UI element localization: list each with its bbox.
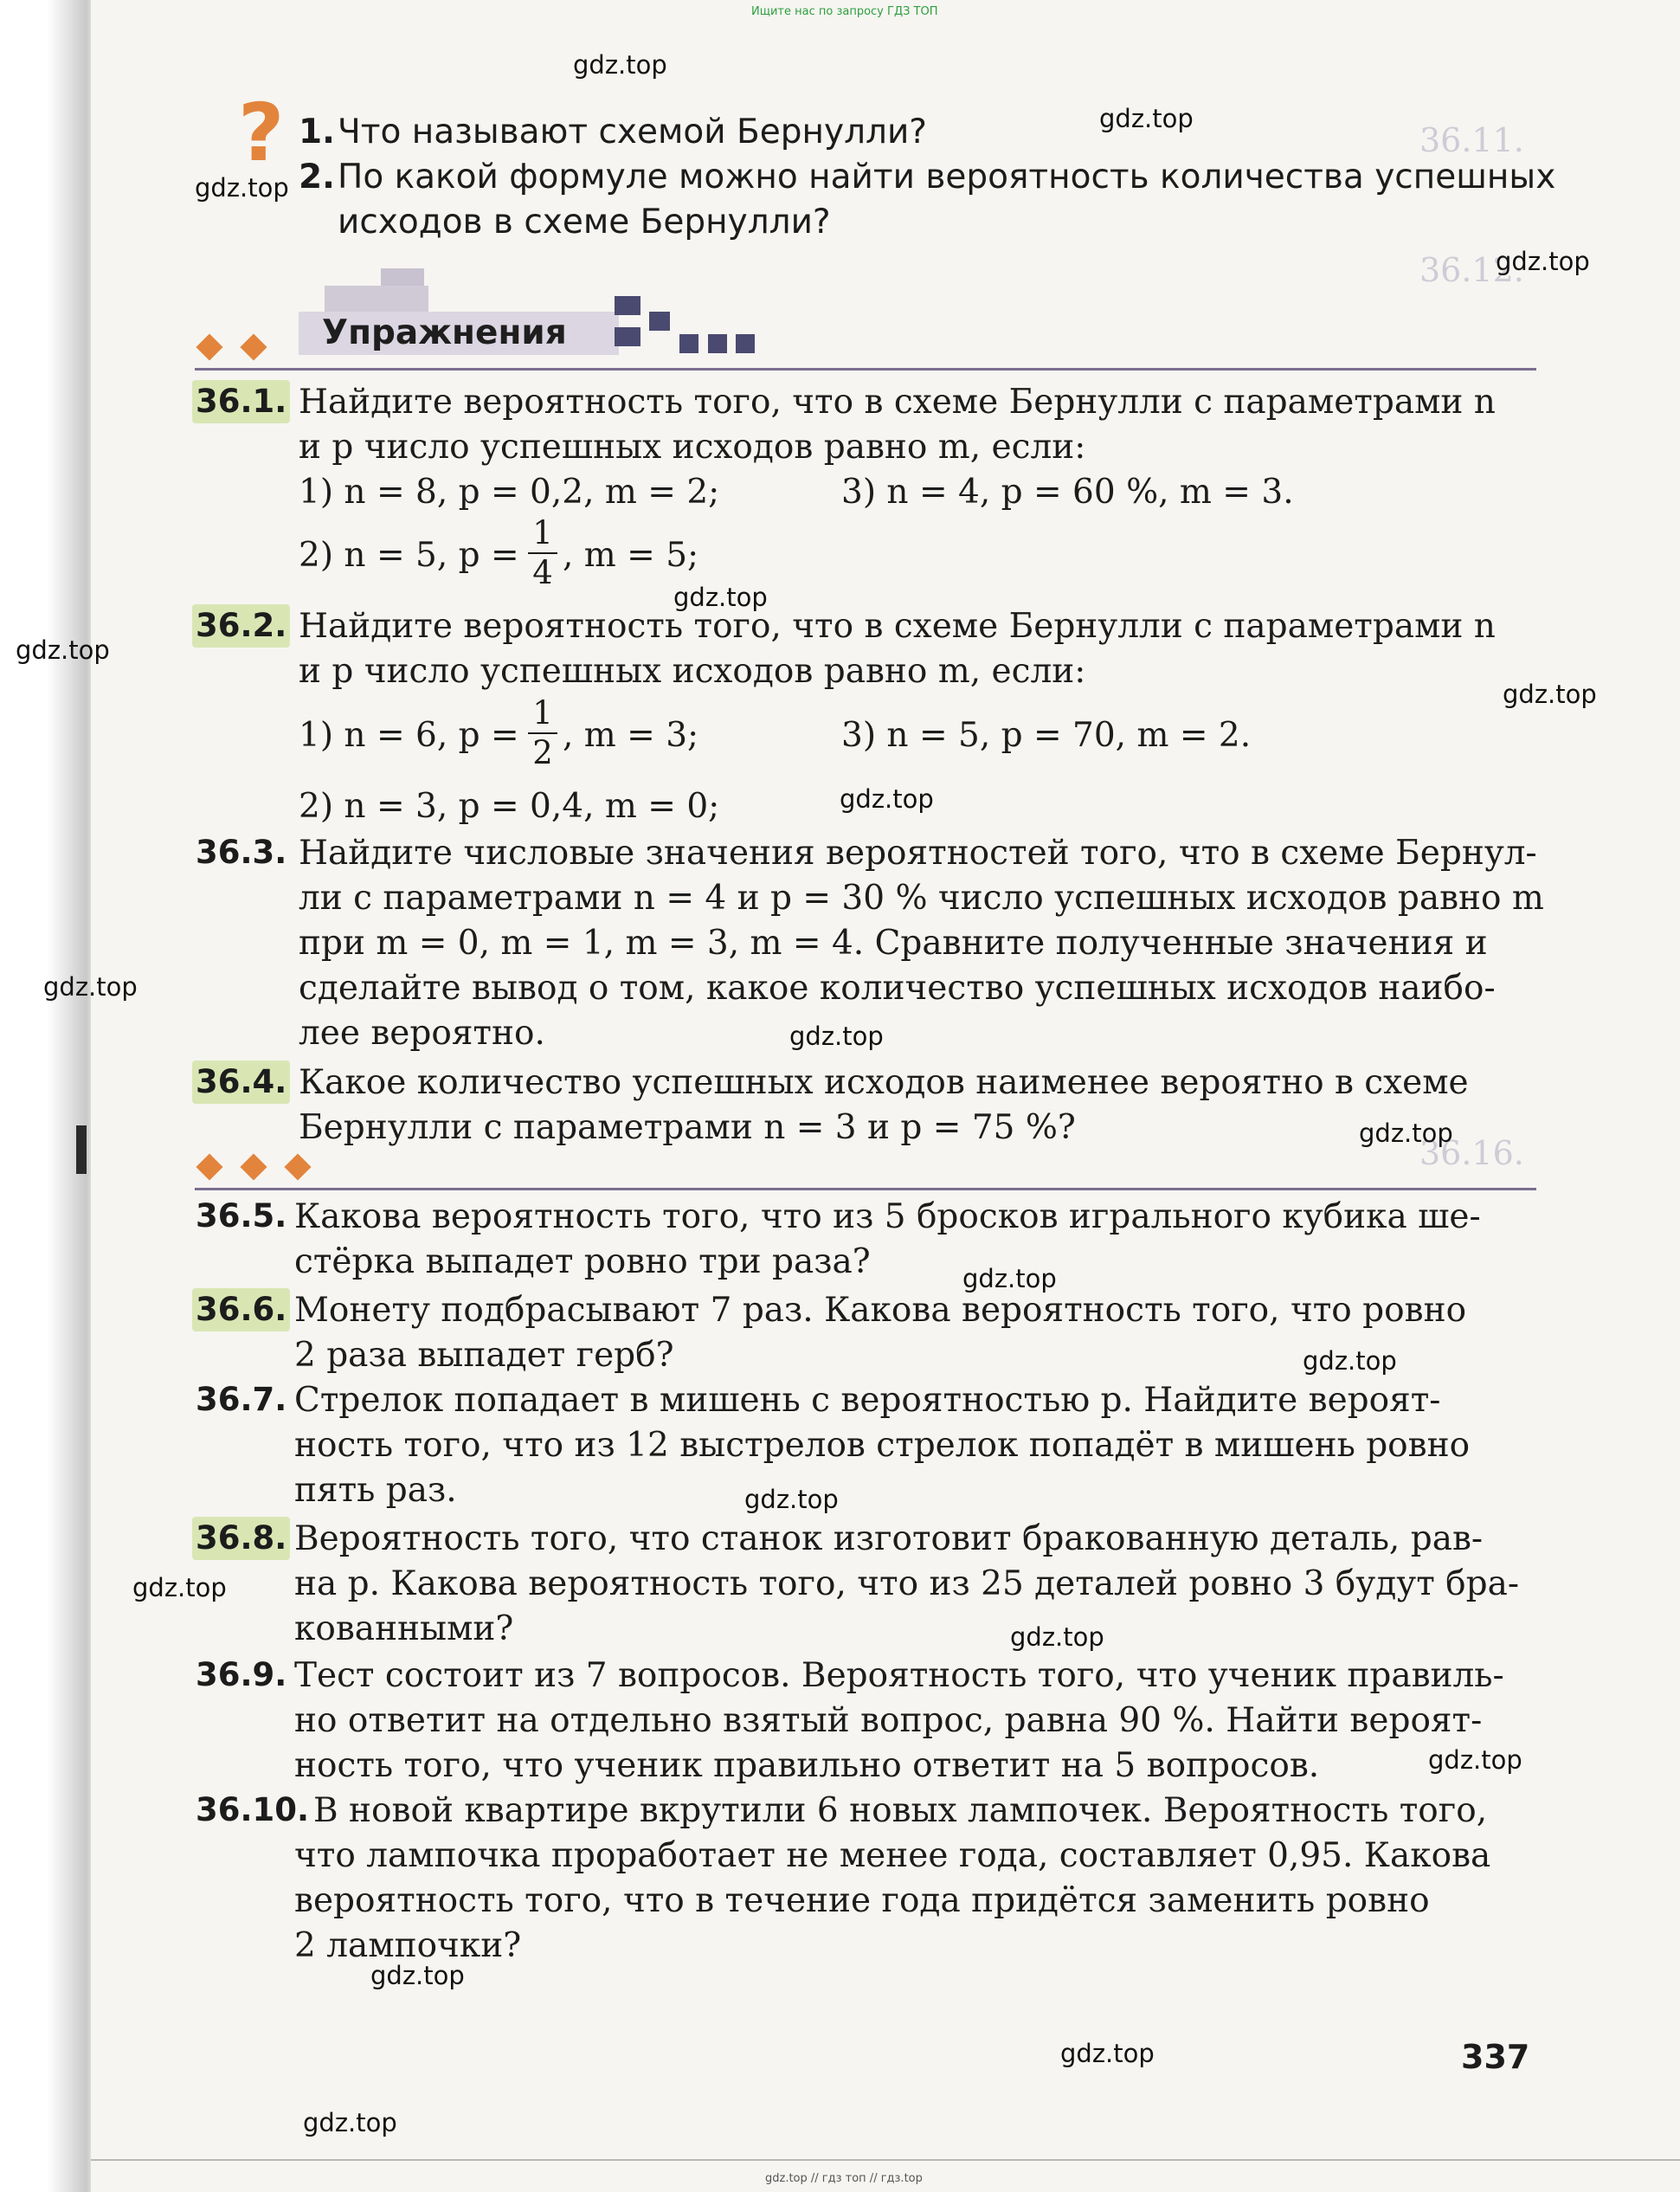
watermark: gdz.top xyxy=(573,50,667,80)
fraction-denominator: 2 xyxy=(532,734,553,771)
review-question xyxy=(299,155,1555,200)
watermark: gdz.top xyxy=(962,1264,1057,1293)
exercise-number: 36.1. xyxy=(192,380,290,423)
exercise-text: Какова вероятность того, что из 5 бросков игрального кубика ше- xyxy=(294,1197,1481,1236)
watermark: gdz.top xyxy=(840,784,934,814)
fraction-numerator: 1 xyxy=(532,694,553,732)
exercise-text: но ответит на отдельно взятый вопрос, равна 90 %. Найти вероят- xyxy=(294,1701,1483,1740)
watermark: gdz.top xyxy=(1496,247,1590,276)
exercise-text: и p число успешных исходов равно m, если: xyxy=(299,428,1086,467)
exercise-text: и p число успешных исходов равно m, если: xyxy=(299,652,1086,691)
watermark: gdz.top xyxy=(1503,680,1597,709)
watermark: gdz.top xyxy=(1303,1346,1397,1376)
watermark: gdz.top xyxy=(1010,1622,1104,1652)
watermark: gdz.top xyxy=(789,1022,884,1051)
difficulty-diamond-icon xyxy=(240,333,267,360)
exercise-number: 36.6. xyxy=(192,1288,290,1331)
exercise-number: 36.10. xyxy=(196,1791,310,1828)
difficulty-diamond-icon xyxy=(196,333,222,360)
watermark: gdz.top xyxy=(370,1961,465,1990)
watermark: gdz.top xyxy=(1428,1745,1522,1775)
bottom-note: gdz.top // гдз топ // гдз.top xyxy=(765,2172,923,2185)
watermark: gdz.top xyxy=(132,1573,227,1602)
exercise-text: пять раз. xyxy=(294,1471,457,1510)
exercise-option: 2) n = 3, p = 0,4, m = 0; xyxy=(299,787,720,826)
exercise-text: ность того, что из 12 выстрелов стрелок попадёт в мишень ровно xyxy=(294,1426,1471,1465)
page-number: 337 xyxy=(1461,2038,1530,2076)
exercise-text: Тест состоит из 7 вопросов. Вероятность того, что ученик правиль- xyxy=(294,1656,1504,1695)
watermark: gdz.top xyxy=(303,2108,397,2137)
difficulty-diamond-icon xyxy=(284,1153,311,1180)
exercise-text: Стрелок попадает в мишень с вероятностью p. Найдите вероят- xyxy=(294,1381,1441,1420)
question-mark-icon: ? xyxy=(238,87,285,179)
section-rule xyxy=(195,1188,1536,1190)
question-number: 2. xyxy=(299,158,335,197)
review-question xyxy=(299,110,927,155)
watermark: gdz.top xyxy=(1060,2039,1155,2068)
fraction-numerator: 1 xyxy=(532,514,553,551)
exercise-text: на p. Какова вероятность того, что из 25 деталей ровно 3 будут бра- xyxy=(294,1564,1520,1603)
watermark: gdz.top xyxy=(744,1485,839,1514)
watermark: gdz.top xyxy=(43,972,138,1002)
question-text-continued: исходов в схеме Бернулли? xyxy=(338,203,831,242)
watermark: gdz.top xyxy=(16,635,110,665)
difficulty-diamond-icon xyxy=(240,1153,267,1180)
exercise-text: ли с параметрами n = 4 и p = 30 % число успешных исходов равно m xyxy=(299,879,1544,918)
exercise-text: при m = 0, m = 1, m = 3, m = 4. Сравните полученные значения и xyxy=(299,924,1488,963)
exercise-number: 36.3. xyxy=(196,834,287,871)
exercise-number: 36.9. xyxy=(196,1656,287,1693)
fraction-denominator: 4 xyxy=(532,554,553,591)
section-title: Упражнения xyxy=(322,313,567,352)
exercise-text: стёрка выпадет ровно три раза? xyxy=(294,1242,871,1281)
watermark: gdz.top xyxy=(1359,1119,1453,1148)
question-number: 1. xyxy=(299,113,335,152)
exercise-text: 2 лампочки? xyxy=(294,1926,522,1965)
exercise-number: 36.8. xyxy=(192,1517,290,1560)
watermark: gdz.top xyxy=(673,583,768,612)
fraction xyxy=(528,696,557,770)
exercise-text: вероятность того, что в течение года придётся заменить ровно xyxy=(294,1881,1430,1920)
exercise-text: ность того, что ученик правильно ответит на 5 вопросов. xyxy=(294,1746,1320,1785)
spine-mark xyxy=(76,1125,87,1174)
exercise-text: Найдите числовые значения вероятностей того, что в схеме Бернул- xyxy=(299,834,1537,873)
watermark: gdz.top xyxy=(1099,104,1194,133)
exercise-text: сделайте вывод о том, какое количество успешных исходов наибо- xyxy=(299,969,1496,1008)
exercise-text: лее вероятно. xyxy=(299,1014,545,1053)
exercise-number: 36.7. xyxy=(196,1381,287,1418)
difficulty-diamond-icon xyxy=(196,1153,222,1180)
exercise-text: Какое количество успешных исходов наименее вероятно в схеме xyxy=(299,1063,1469,1102)
exercise-text: Монету подбрасывают 7 раз. Какова вероятность того, что ровно xyxy=(294,1291,1467,1330)
book-spine-shadow xyxy=(0,0,91,2192)
bleed-through-text: 36.11. xyxy=(1419,121,1524,159)
exercise-option: , m = 3; xyxy=(563,716,699,755)
exercise-text: 2 раза выпадет герб? xyxy=(294,1336,674,1375)
exercise-option: 3) n = 5, p = 70, m = 2. xyxy=(841,716,1252,755)
exercise-number: 36.5. xyxy=(196,1197,287,1235)
exercise-option: 3) n = 4, p = 60 %, m = 3. xyxy=(841,473,1294,512)
bleed-through-text: 36.16. xyxy=(1419,1134,1524,1172)
exercise-text: Вероятность того, что станок изготовит бракованную деталь, рав- xyxy=(294,1519,1484,1558)
section-rule xyxy=(195,368,1536,371)
section-dots-decoration xyxy=(615,293,770,362)
page-bottom-edge xyxy=(91,2159,1680,2161)
fraction xyxy=(528,516,557,590)
exercise-option: 1) n = 8, p = 0,2, m = 2; xyxy=(299,473,720,512)
exercise-text: что лампочка проработает не менее года, составляет 0,95. Какова xyxy=(294,1836,1491,1875)
question-text: Что называют схемой Бернулли? xyxy=(338,113,927,152)
exercise-text: Бернулли с параметрами n = 3 и p = 75 %? xyxy=(299,1108,1076,1147)
exercise-text: В новой квартире вкрутили 6 новых лампочек. Вероятность того, xyxy=(313,1791,1488,1830)
exercise-option: 1) n = 6, p = xyxy=(299,716,519,755)
top-note: Ищите нас по запросу ГДЗ ТОП xyxy=(751,5,938,18)
exercise-number: 36.2. xyxy=(192,604,290,648)
watermark: gdz.top xyxy=(195,173,289,203)
bleed-through-text: 36.12. xyxy=(1419,251,1524,289)
question-text: По какой формуле можно найти вероятность количества успешных xyxy=(338,158,1556,197)
exercise-option: , m = 5; xyxy=(563,536,699,575)
exercise-option: 2) n = 5, p = xyxy=(299,536,519,575)
exercise-text: Найдите вероятность того, что в схеме Бернулли с параметрами n xyxy=(299,383,1496,422)
exercise-text: Найдите вероятность того, что в схеме Бернулли с параметрами n xyxy=(299,607,1496,646)
exercise-text: кованными? xyxy=(294,1609,514,1648)
exercise-number: 36.4. xyxy=(192,1061,290,1104)
